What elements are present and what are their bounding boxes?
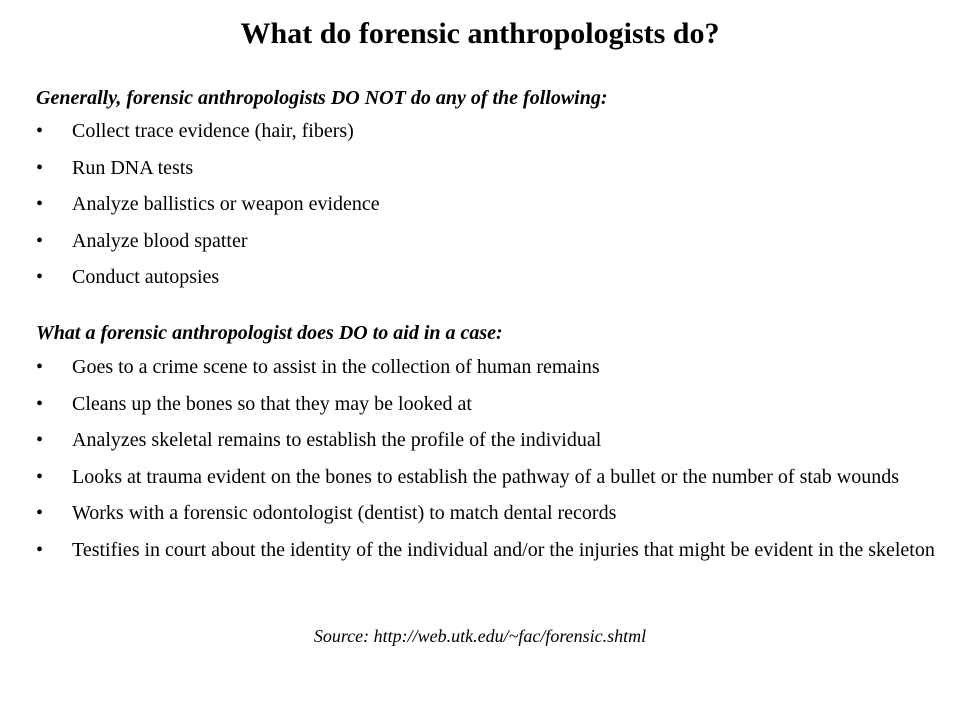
list-item-text: Conduct autopsies bbox=[72, 266, 220, 288]
list-item bbox=[36, 157, 936, 179]
bullet-icon: • bbox=[36, 392, 44, 415]
list-item bbox=[36, 193, 936, 215]
list-item bbox=[36, 120, 936, 142]
list-item-text: Analyze ballistics or weapon evidence bbox=[72, 193, 380, 215]
list-item-text: Testifies in court about the identity of the individual and/or the injuries that might be evident in the skeleton bbox=[72, 538, 935, 561]
bullet-icon: • bbox=[36, 356, 44, 378]
source-citation: Source: http://web.utk.edu/~fac/forensic.shtml bbox=[313, 626, 647, 646]
list-item-text: Analyzes skeletal remains to establish the profile of the individual bbox=[72, 429, 602, 451]
slide-title: What do forensic anthropologists do? bbox=[240, 17, 720, 50]
list-item-text: Goes to a crime scene to assist in the collection of human remains bbox=[72, 356, 600, 378]
list-item-text: Analyze blood spatter bbox=[72, 229, 248, 252]
bullet-icon: • bbox=[36, 229, 44, 252]
bullet-icon: • bbox=[36, 429, 44, 451]
list-item bbox=[36, 393, 936, 415]
list-item bbox=[36, 356, 936, 378]
list-item-text: Run DNA tests bbox=[72, 156, 194, 179]
bullet-icon: • bbox=[36, 156, 44, 179]
list-item bbox=[36, 230, 936, 252]
list-item bbox=[36, 466, 936, 488]
list-item-text: Looks at trauma evident on the bones to establish the pathway of a bullet or the number of stab wounds bbox=[72, 465, 900, 488]
list-item bbox=[36, 429, 936, 451]
section-heading-do: What a forensic anthropologist does DO to aid in a case: bbox=[36, 322, 503, 344]
bullet-icon: • bbox=[36, 538, 44, 561]
bullet-icon: • bbox=[36, 193, 44, 215]
bullet-icon: • bbox=[36, 465, 44, 488]
does-do-list bbox=[36, 356, 936, 575]
section-heading-not: Generally, forensic anthropologists DO NOT do any of the following: bbox=[36, 87, 608, 109]
bullet-icon: • bbox=[36, 120, 44, 142]
bullet-icon: • bbox=[36, 266, 44, 288]
not-do-list bbox=[36, 120, 936, 303]
list-item-text: Collect trace evidence (hair, fibers) bbox=[72, 120, 354, 142]
list-item-text: Cleans up the bones so that they may be looked at bbox=[72, 392, 472, 415]
list-item bbox=[36, 266, 936, 288]
list-item bbox=[36, 539, 936, 561]
list-item-text: Works with a forensic odontologist (dentist) to match dental records bbox=[72, 502, 617, 524]
list-item bbox=[36, 502, 936, 524]
bullet-icon: • bbox=[36, 502, 44, 524]
